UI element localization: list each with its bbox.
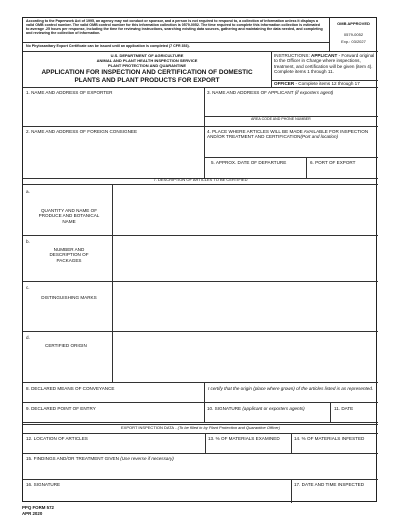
agency-line-1: U.S. DEPARTMENT OF AGRICULTURE (110, 53, 184, 58)
officer-signature-field[interactable] (24, 488, 290, 501)
origin-field[interactable] (113, 332, 377, 381)
row-d-label: CERTIFIED ORIGIN (45, 343, 87, 348)
item-3-text: 3. NAME AND ADDRESS OF APPLICANT (207, 90, 294, 95)
marks-field[interactable] (113, 282, 377, 330)
item-4-label (207, 129, 377, 140)
item-6-label: 6. PORT OF EXPORT (310, 160, 356, 165)
packages-field[interactable] (113, 236, 377, 280)
officer-instructions (274, 81, 360, 86)
row-a-letter: a. (26, 189, 30, 194)
date-field[interactable] (331, 412, 377, 421)
form-date: APR 2020 (22, 511, 43, 516)
applicant-text: - Forward original to the Officer in Charge where inspections, treatment, and certification will be given (item 4). Complete items 1 through 11. (274, 53, 375, 74)
instructions (274, 53, 376, 74)
item-10-note: (applicant or exporters agents) (242, 406, 305, 411)
officer-text: - Complete items 12 through 17 (294, 81, 360, 86)
inspection-place-field[interactable] (205, 141, 377, 156)
item-9-label: 9. DECLARED POINT OF ENTRY (26, 406, 96, 411)
certify-statement: I certify that the origin (place where grown) of the articles listed is as represented. (208, 386, 374, 391)
item-12-label: 12. LOCATION OF ARTICLES (26, 436, 88, 441)
examined-field[interactable] (206, 442, 290, 452)
row-b-label: NUMBER AND DESCRIPTION OF PACKAGES (49, 247, 89, 263)
signature-field[interactable] (205, 412, 329, 421)
item-11-label: 11. DATE (334, 406, 354, 411)
item-15-note: (Use reverse if necessary) (120, 456, 174, 461)
item-15-text: 15. FINDINGS AND/OR TREATMENT GIVEN (26, 456, 119, 461)
findings-field[interactable] (24, 462, 377, 478)
item-7-label: 7. DESCRIPTION OF ARTICLES TO BE CERTIFIED (153, 177, 248, 182)
agency-line-3: PLANT PROTECTION AND QUARANTINE (107, 63, 187, 68)
departure-date-field[interactable] (205, 166, 305, 177)
export-inspection-header (23, 426, 378, 431)
form-number: PPQ FORM 572 (22, 505, 54, 510)
omb-number: 0579-0052 (343, 32, 364, 37)
infested-field[interactable] (292, 442, 377, 452)
export-port-field[interactable] (307, 166, 377, 177)
export-header-text: EXPORT INSPECTION DATA (121, 425, 175, 430)
phone-field[interactable] (205, 122, 377, 125)
row-a-label: QUANTITY AND NAME OF PRODUCE AND BOTANICAL NAME (38, 208, 100, 224)
location-field[interactable] (24, 442, 204, 452)
omb-title: OMB APPROVED (337, 21, 370, 26)
row-c-label: DISTINGUISHING MARKS (41, 295, 97, 300)
row-b-letter: b. (26, 239, 30, 244)
item-3-note: (if exporters agent) (294, 90, 334, 95)
item-1-label: 1. NAME AND ADDRESS OF EXPORTER (26, 90, 113, 95)
item-8-label: 8. DECLARED MEANS OF CONVEYANCE (26, 386, 115, 391)
item-4-note: (Port and location) (300, 134, 339, 140)
phyto-notice: No Phytosanitary Export Certificate can be issued until an application is completed (7 CFR 353). (26, 44, 190, 48)
produce-field[interactable] (113, 185, 377, 234)
item-13-label: 13. % OF MATERIALS EXAMINED (208, 436, 280, 441)
agency-line-2: ANIMAL AND PLANT HEALTH INSPECTION SERVICE (96, 58, 198, 63)
application-form (22, 17, 377, 502)
item-2-label: 2. NAME AND ADDRESS OF FOREIGN CONSIGNEE (26, 129, 138, 134)
item-15-label (26, 456, 174, 461)
exporter-field[interactable] (24, 96, 203, 123)
export-header-note: - (To be filled in by Plant Protection and Quarantine Officer) (174, 425, 280, 430)
form-title-line-1: APPLICATION FOR INSPECTION AND CERTIFICATION OF DOMESTIC (41, 69, 253, 76)
inspection-date-field[interactable] (292, 488, 377, 501)
conveyance-field[interactable] (24, 392, 203, 401)
applicant-label: APPLICANT (311, 53, 338, 58)
row-d-letter: d. (26, 335, 30, 340)
item-16-label: 16. SIGNATURE (26, 482, 61, 487)
item-14-label: 14. % OF MATERIALS INFESTED (294, 436, 365, 441)
consignee-field[interactable] (24, 135, 203, 177)
item-3-label (207, 90, 333, 95)
paperwork-notice: According to the Paperwork Act of 1995, an agency may not conduct or sponsor, and a person is not required to respond to, a collection of information unless it displays a valid OMB control number. The valid OMB control number for this information collection is 0579-0052. The time required to complete this information collection is estimated to average .25 hours per response, including the time for reviewing instructions, searching existing data sources, gathering and maintaining the data needed, and completing and reviewing the collection of information. (26, 19, 323, 36)
entry-point-field[interactable] (24, 412, 203, 421)
row-c-letter: c. (26, 285, 30, 290)
form-title-line-2: PLANTS AND PLANT PRODUCTS FOR EXPORT (74, 77, 220, 84)
item-5-label: 5. APPROX. DATE OF DEPARTURE (211, 160, 287, 165)
item-10-text: 10. SIGNATURE (207, 406, 242, 411)
item-4-text: 4. PLACE WHERE ARTICLES WILL BE MADE AVAILABLE FOR INSPECTION AND/OR TREATMENT AND CERTIFICATION (207, 129, 369, 140)
officer-label: OFFICER (274, 81, 295, 86)
item-10-label (207, 406, 305, 411)
applicant-field[interactable] (205, 96, 377, 115)
instructions-label: INSTRUCTIONS: (274, 53, 310, 58)
omb-expiry: Exp.: 03/2027 (341, 39, 366, 44)
area-code-label: AREA CODE AND PHONE NUMBER (251, 117, 311, 121)
item-17-label: 17. DATE AND TIME INSPECTED (294, 482, 365, 487)
